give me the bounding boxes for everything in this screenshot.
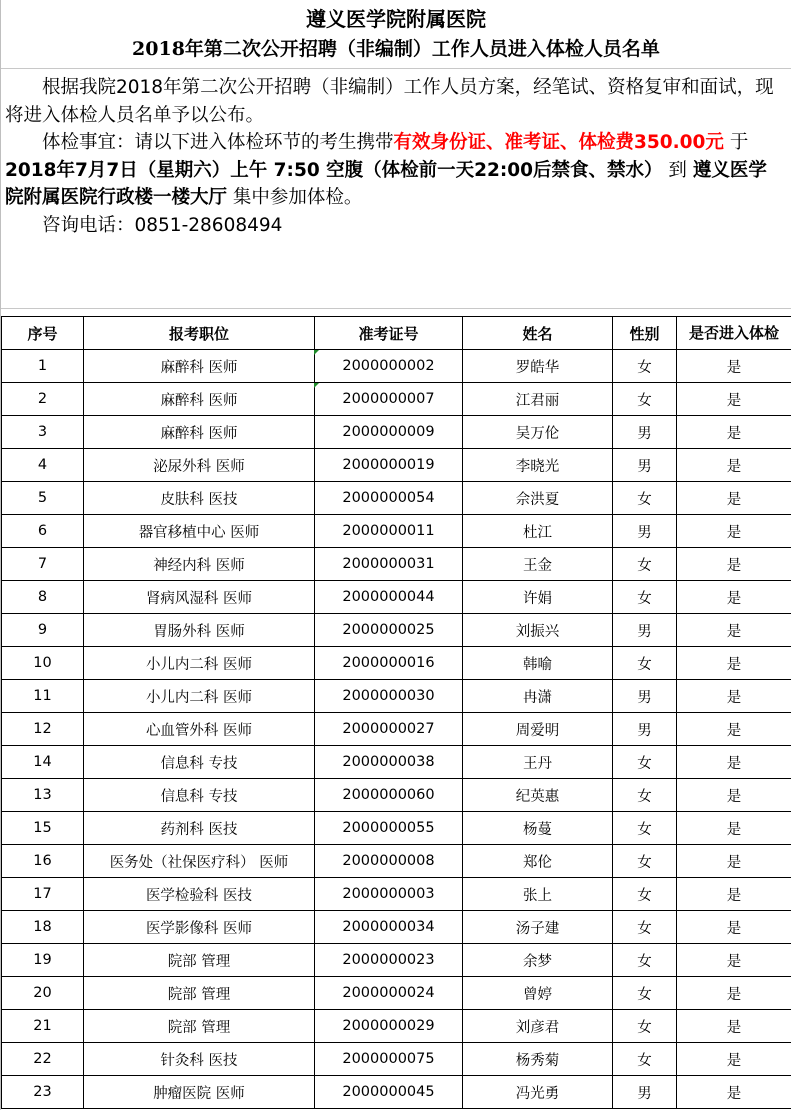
cell-exam-status: 是 [677,713,791,746]
table-row [2,449,791,482]
cell-serial-no: 3 [2,416,84,449]
cell-comment-indicator [314,350,319,355]
cell-gender: 女 [613,1043,677,1076]
header-exam-id: 准考证号 [315,317,463,350]
cell-exam-id: 2000000027 [315,713,463,746]
cell-name: 刘彦君 [463,1010,613,1043]
cell-serial-no: 9 [2,614,84,647]
cell-position: 院部 管理 [84,977,315,1010]
cell-serial-no: 19 [2,944,84,977]
cell-name: 罗皓华 [463,350,613,383]
cell-position: 麻醉科 医师 [84,350,315,383]
notice-dao-text: 到 [668,159,687,181]
cell-gender: 男 [613,713,677,746]
cell-name: 郑伦 [463,845,613,878]
cell-exam-status: 是 [677,449,791,482]
cell-exam-id: 2000000045 [315,1076,463,1109]
table-row [2,383,791,416]
cell-gender: 女 [613,911,677,944]
cell-position: 信息科 专技 [84,746,315,779]
table-row [2,713,791,746]
cell-position: 器官移植中心 医师 [84,515,315,548]
cell-name: 张上 [463,878,613,911]
cell-serial-no: 5 [2,482,84,515]
table-row [2,548,791,581]
cell-gender: 女 [613,482,677,515]
cell-exam-id: 2000000023 [315,944,463,977]
cell-exam-id: 2000000016 [315,647,463,680]
cell-name: 杨蔓 [463,812,613,845]
cell-position: 胃肠外科 医师 [84,614,315,647]
cell-name: 刘振兴 [463,614,613,647]
cell-position: 神经内科 医师 [84,548,315,581]
cell-exam-status: 是 [677,548,791,581]
cell-name: 李晓光 [463,449,613,482]
table-row [2,1010,791,1043]
table-row [2,911,791,944]
cell-exam-id: 2000000044 [315,581,463,614]
cell-serial-no: 23 [2,1076,84,1109]
table-row [2,746,791,779]
header-serial-no: 序号 [2,317,84,350]
cell-exam-status: 是 [677,614,791,647]
cell-name: 王金 [463,548,613,581]
table-row [2,1076,791,1109]
cell-name: 江君丽 [463,383,613,416]
notice-paragraph-2 [5,129,783,212]
cell-gender: 女 [613,944,677,977]
cell-position: 院部 管理 [84,944,315,977]
cell-serial-no: 10 [2,647,84,680]
cell-serial-no: 7 [2,548,84,581]
cell-gender: 女 [613,779,677,812]
cell-serial-no: 20 [2,977,84,1010]
cell-exam-status: 是 [677,746,791,779]
header-name: 姓名 [463,317,613,350]
cell-position: 麻醉科 医师 [84,383,315,416]
cell-exam-id: 2000000025 [315,614,463,647]
cell-serial-no: 1 [2,350,84,383]
cell-exam-status: 是 [677,581,791,614]
cell-position: 小儿内二科 医师 [84,680,315,713]
cell-serial-no: 15 [2,812,84,845]
cell-exam-status: 是 [677,482,791,515]
cell-gender: 女 [613,581,677,614]
cell-gender: 女 [613,878,677,911]
cell-exam-id: 2000000030 [315,680,463,713]
cell-position: 麻醉科 医师 [84,416,315,449]
table-row [2,614,791,647]
cell-name: 韩喻 [463,647,613,680]
candidate-table [1,316,791,1109]
cell-exam-status: 是 [677,680,791,713]
cell-name: 余梦 [463,944,613,977]
contact-phone: 咨询电话：0851-28608494 [42,214,283,236]
cell-exam-status: 是 [677,779,791,812]
cell-exam-id: 2000000054 [315,482,463,515]
cell-name: 冉潇 [463,680,613,713]
notice-intro-text: 体检事宜：请以下进入体检环节的考生携带 [42,132,394,153]
table-row [2,680,791,713]
table-row [2,845,791,878]
table-row [2,812,791,845]
cell-exam-status: 是 [677,350,791,383]
cell-exam-id: 2000000075 [315,1043,463,1076]
cell-exam-id: 2000000029 [315,1010,463,1043]
table-header-row [2,317,791,350]
table-row [2,779,791,812]
cell-gender: 女 [613,350,677,383]
notice-cell [5,74,783,239]
table-row [2,977,791,1010]
cell-gender: 女 [613,383,677,416]
cell-gender: 男 [613,1076,677,1109]
cell-serial-no: 4 [2,449,84,482]
cell-name: 吴万伦 [463,416,613,449]
cell-exam-id: 2000000034 [315,911,463,944]
cell-exam-status: 是 [677,812,791,845]
cell-exam-id: 2000000003 [315,878,463,911]
cell-gender: 女 [613,977,677,1010]
cell-position: 信息科 专技 [84,779,315,812]
cell-position: 医学影像科 医师 [84,911,315,944]
table-row [2,482,791,515]
cell-gender: 男 [613,449,677,482]
cell-gender: 男 [613,614,677,647]
hospital-title: 遵义医学院附属医院 [306,7,486,31]
cell-serial-no: 18 [2,911,84,944]
table-row [2,416,791,449]
cell-name: 纪英惠 [463,779,613,812]
cell-exam-id: 2000000008 [315,845,463,878]
table-row [2,350,791,383]
cell-exam-status: 是 [677,647,791,680]
roster-title: 2018年第二次公开招聘（非编制）工作人员进入体检人员名单 [132,38,660,60]
cell-exam-id: 2000000055 [315,812,463,845]
cell-name: 曾婷 [463,977,613,1010]
cell-serial-no: 11 [2,680,84,713]
cell-gender: 女 [613,548,677,581]
cell-position: 药剂科 医技 [84,812,315,845]
cell-position: 肾病风湿科 医师 [84,581,315,614]
table-row [2,647,791,680]
notice-paragraph-1: 根据我院2018年第二次公开招聘（非编制）工作人员方案，经笔试、资格复审和面试，现将进入体检人员名单予以公布。 [5,77,774,126]
required-items-text: 有效身份证、准考证、体检费350.00元 [393,132,724,153]
cell-position: 心血管外科 医师 [84,713,315,746]
cell-exam-status: 是 [677,416,791,449]
cell-gender: 女 [613,845,677,878]
cell-serial-no: 13 [2,779,84,812]
cell-gender: 男 [613,680,677,713]
cell-position: 院部 管理 [84,1010,315,1043]
exam-time-text: 2018年7月7日（星期六）上午 7:50 空腹（体检前一天22:00后禁食、禁水） [5,159,663,181]
cell-position: 泌尿外科 医师 [84,449,315,482]
cell-name: 佘洪夏 [463,482,613,515]
cell-position: 肿瘤医院 医师 [84,1076,315,1109]
table-row [2,581,791,614]
cell-exam-status: 是 [677,383,791,416]
cell-exam-id: 2000000011 [315,515,463,548]
exam-place-text: 遵义医学院附属医院行政楼一楼大厅 [5,159,767,208]
cell-exam-status: 是 [677,944,791,977]
cell-exam-id: 2000000019 [315,449,463,482]
cell-name: 许娟 [463,581,613,614]
cell-gender: 女 [613,812,677,845]
header-gender: 性别 [613,317,677,350]
cell-gender: 女 [613,746,677,779]
cell-name: 王丹 [463,746,613,779]
table-row [2,944,791,977]
cell-exam-status: 是 [677,1043,791,1076]
header-position: 报考职位 [84,317,315,350]
cell-serial-no: 22 [2,1043,84,1076]
cell-exam-id: 2000000031 [315,548,463,581]
cell-gridline [1,308,791,309]
table-body [2,350,791,1109]
cell-exam-status: 是 [677,845,791,878]
cell-exam-status: 是 [677,977,791,1010]
cell-exam-id: 2000000038 [315,746,463,779]
cell-gender: 男 [613,416,677,449]
cell-exam-status: 是 [677,515,791,548]
cell-name: 杨秀菊 [463,1043,613,1076]
cell-position: 小儿内二科 医师 [84,647,315,680]
cell-comment-indicator [314,383,319,388]
cell-name: 汤子建 [463,911,613,944]
cell-serial-no: 12 [2,713,84,746]
cell-serial-no: 2 [2,383,84,416]
cell-exam-id: 2000000060 [315,779,463,812]
cell-exam-id: 2000000007 [315,383,463,416]
cell-position: 针灸科 医技 [84,1043,315,1076]
cell-serial-no: 17 [2,878,84,911]
table-row [2,1043,791,1076]
cell-name: 杜江 [463,515,613,548]
cell-position: 医学检验科 医技 [84,878,315,911]
cell-serial-no: 6 [2,515,84,548]
cell-exam-id: 2000000009 [315,416,463,449]
cell-exam-status: 是 [677,1076,791,1109]
cell-exam-status: 是 [677,1010,791,1043]
cell-exam-id: 2000000002 [315,350,463,383]
cell-exam-status: 是 [677,878,791,911]
cell-serial-no: 8 [2,581,84,614]
header-exam-status: 是否进入体检 [677,317,791,350]
notice-end-text: 集中参加体检。 [232,187,363,208]
cell-exam-status: 是 [677,911,791,944]
cell-gender: 女 [613,1010,677,1043]
cell-position: 皮肤科 医技 [84,482,315,515]
cell-serial-no: 21 [2,1010,84,1043]
cell-gender: 男 [613,515,677,548]
table-row [2,515,791,548]
cell-exam-id: 2000000024 [315,977,463,1010]
cell-gridline [1,68,791,69]
cell-gender: 女 [613,647,677,680]
cell-serial-no: 16 [2,845,84,878]
cell-name: 冯光勇 [463,1076,613,1109]
cell-position: 医务处（社保医疗科） 医师 [84,845,315,878]
cell-name: 周爱明 [463,713,613,746]
cell-serial-no: 14 [2,746,84,779]
notice-yu-text: 于 [729,132,749,153]
table-row [2,878,791,911]
